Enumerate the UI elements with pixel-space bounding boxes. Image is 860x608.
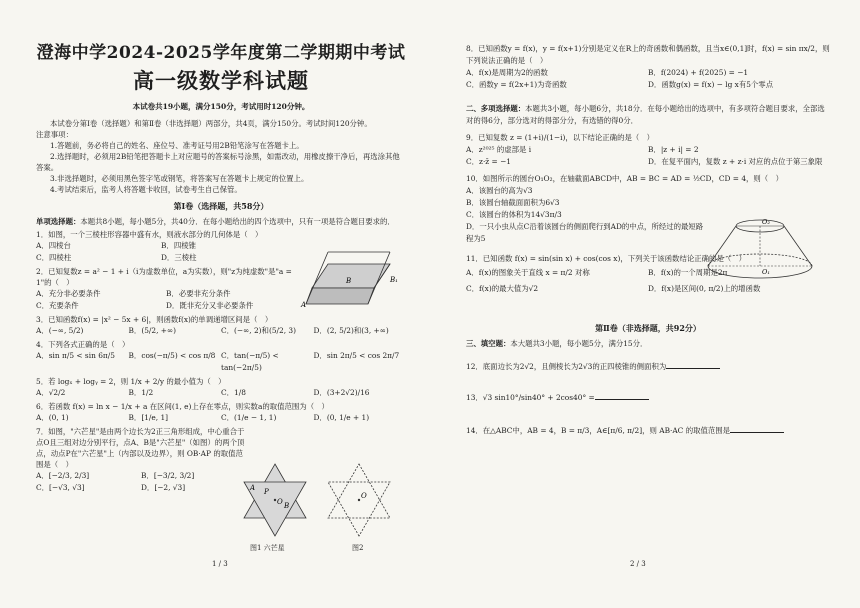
- fill-in-head: 三、填空题：: [466, 339, 511, 348]
- question-2: [36, 266, 296, 312]
- star-figure-1: [238, 460, 312, 540]
- question-stem: 10．如图所示的圆台O₁O₂，在轴截面ABCD中，AB = BC = AD = ½CD，CD = 4，则（ ）: [466, 174, 783, 183]
- page-number: 2 / 3: [630, 560, 646, 568]
- label-p: P: [264, 488, 269, 496]
- question-14: 14．在△ABC中，AB = 4，B = π/3，A∈[π/6, π/2]，则 AB·AC 的取值范围是: [466, 424, 830, 437]
- label-o: O: [361, 492, 367, 500]
- question-1: [36, 229, 286, 264]
- option-b: B．[−3/2, 3/2]: [141, 471, 195, 480]
- option-d: D．[−2, √3]: [141, 483, 186, 492]
- option-d: D．f(x)是区间(0, π/2)上的增函数: [648, 284, 761, 293]
- option-d: D．函数g(x) = f(x) − lg x有5个零点: [648, 80, 774, 89]
- option-b: B．cos(−π/5) < cos π/8: [128, 351, 216, 360]
- question-stem: 7．如图，"六芒星"是由两个边长为2正三角形组成，中心重合于点O且三组对边分别平行，点A、B是"六芒星"（如图）的两个顶点，动点P在"六芒星"上（内部以及边界），则 OB·AP 的取值范围是（ ）: [36, 427, 245, 469]
- option-c: C．该圆台的体积为14√3π/3: [466, 210, 562, 219]
- note-item: 3.非选择题时，必须用黑色签字笔或钢笔，将答案写在答题卡上规定的位置上。: [50, 174, 309, 183]
- note-item: 2.选择题时，必须用2B铅笔把答题卡上对应题号的答案标号涂黑，如需改动，用橡皮擦干净后，再选涂其他答案。: [36, 152, 400, 172]
- question-5: [36, 376, 406, 399]
- option-c: C．充要条件: [36, 301, 79, 310]
- page-number: 1 / 3: [212, 560, 228, 568]
- fig2-caption: 图2: [352, 544, 364, 552]
- question-9: [466, 132, 830, 168]
- option-a: A．[−2/3, 2/3]: [36, 471, 90, 480]
- option-a: A．充分非必要条件: [36, 289, 101, 298]
- option-a: A．f(x)是周期为2的函数: [466, 68, 548, 77]
- label-a: A: [301, 301, 307, 308]
- answer-blank[interactable]: [666, 360, 720, 369]
- option-c: C．函数y = f(2x+1)为奇函数: [466, 80, 567, 89]
- option-b: B．四棱锥: [161, 241, 196, 250]
- option-c: C．(−∞, 2)和(5/2, 3): [221, 326, 297, 335]
- option-b: B．(5/2, +∞): [128, 326, 177, 335]
- question-3: [36, 314, 406, 337]
- exam-school-title: 澄海中学2024-2025学年度第二学期期中考试: [36, 43, 406, 63]
- question-stem: 2．已知复数z = a² − 1 + i（i为虚数单位，a为实数），则"z为纯虚数"是"a = 1"的（ ）: [36, 267, 292, 287]
- option-b: B．1/2: [128, 388, 154, 397]
- label-b: B: [346, 277, 352, 285]
- option-d: D．一只小虫从点C沿着该圆台的侧面爬行到AD的中点，所经过的最短路程为5: [466, 222, 704, 243]
- fig1-caption: 图1 六芒星: [250, 544, 285, 552]
- exam-subject-title: 高一级数学科试题: [133, 68, 309, 93]
- label-b: B: [284, 502, 290, 510]
- option-d: D．(3+2√2)/16: [313, 388, 370, 397]
- star-figure-2: [322, 460, 396, 540]
- question-13: 13．√3 sin10°/sin40° + 2cos40° =: [466, 391, 830, 404]
- label-o2: O₂: [762, 218, 770, 226]
- option-b: B．该圆台轴截面面积为6√3: [466, 198, 560, 207]
- option-b: B．f(x)的一个周期是2π: [648, 268, 728, 277]
- option-a: A．(−∞, 5/2): [36, 326, 84, 335]
- option-b: B．必要非充分条件: [166, 289, 231, 298]
- question-stem: 9．已知复数 z = (1+i)/(1−i)，以下结论正确的是（ ）: [466, 133, 655, 142]
- option-c: C．1/8: [221, 388, 246, 397]
- question-stem: 5．若 logₓ + logᵧ = 2，则 1/x + 2/y 的最小值为（ ）: [36, 377, 226, 386]
- option-d: D．既非充分又非必要条件: [166, 301, 254, 310]
- note-item: 4.考试结束后，监考人将答题卡收回，试卷考生自己保管。: [50, 185, 242, 194]
- option-b: B．f(2024) + f(2025) = −1: [648, 68, 749, 77]
- option-a: A．四棱台: [36, 241, 71, 250]
- option-a: A．sin π/5 < sin 6π/5: [36, 351, 115, 360]
- option-c: C．[−√3, √3]: [36, 483, 85, 492]
- answer-blank[interactable]: [595, 391, 649, 400]
- option-a: A．该圆台的高为√3: [466, 186, 533, 195]
- single-choice-desc: 本题共8小题，每小题5分，共40分．在每小题给出的四个选项中，只有一项是符合题目要求的．: [80, 217, 395, 226]
- multi-choice-desc: 本题共3小题，每小题6分，共18分．在每小题给出的选项中，有多项符合题目要求，全部选对的得6分，部分选对的得部分分，有选错的得0分．: [466, 104, 825, 125]
- question-stem: 8．已知函数y = f(x)，y = f(x+1)分别是定义在R上的奇函数和偶函数，且当x∈(0,1]时，f(x) = sin πx/2，则下列说法正确的是（ ）: [466, 44, 830, 65]
- answer-blank[interactable]: [730, 424, 784, 433]
- multi-choice-head: 二、多项选择题：: [466, 104, 526, 113]
- option-d: D．三棱柱: [161, 253, 197, 262]
- label-o: O: [277, 498, 283, 506]
- fill-in-desc: 本大题共3小题，每小题5分，满分15分．: [510, 339, 648, 348]
- prism-figure: [300, 246, 400, 308]
- label-a: A: [250, 484, 256, 492]
- option-a: A．z²⁰²⁵ 的虚部是 i: [466, 145, 532, 154]
- question-stem: 3．已知函数f(x) = |x² − 5x + 6|，则函数f(x)的单调递增区间是（ ）: [36, 315, 273, 324]
- question-stem: 6．若函数 f(x) = ln x − 1/x + a 在区间(1, e)上存在零点，则实数a的取值范围为（ ）: [36, 402, 329, 411]
- option-c: C．f(x)的最大值为√2: [466, 284, 539, 293]
- exam-intro: 本试卷分第Ⅰ卷（选择题）和第Ⅱ卷（非选择题）两部分，共4页，满分150分。考试时间120分钟。: [50, 119, 372, 128]
- question-8: [466, 43, 830, 91]
- exam-page-2: [430, 0, 860, 608]
- frustum-figure: [700, 212, 820, 282]
- question-stem: 4．下列各式正确的是（ ）: [36, 340, 130, 349]
- option-a: A．√2/2: [36, 388, 66, 397]
- option-d: D．(0, 1/e + 1): [313, 413, 370, 422]
- label-b1: B₁: [390, 276, 398, 284]
- label-o1: O₁: [762, 268, 770, 276]
- question-7: [36, 426, 246, 494]
- option-b: B．[1/e, 1]: [128, 413, 169, 422]
- option-a: A．f(x)的图象关于直线 x = π/2 对称: [466, 268, 590, 277]
- option-a: A．(0, 1): [36, 413, 69, 422]
- exam-meta: 本试卷共19小题，满分150分，考试用时120分钟。: [132, 102, 310, 111]
- question-12: 12．底面边长为2√2，且侧棱长为2√3的正四棱锥的侧面积为: [466, 360, 830, 373]
- question-4: [36, 339, 406, 374]
- option-d: D．(2, 5/2)和(3, +∞): [313, 326, 389, 335]
- option-c: C．(1/e − 1, 1): [221, 413, 277, 422]
- option-c: C．tan(−π/5) < tan(−2π/5): [221, 351, 279, 372]
- note-item: 1.答题前，务必将自己的姓名、座位号、准考证号用2B铅笔涂写在答题卡上。: [50, 141, 304, 150]
- question-stem: 1．如图，一个三棱柱形容器中盛有水，则液水部分的几何体是（ ）: [36, 230, 263, 239]
- section-1-title: 第Ⅰ卷（选择题，共58分）: [173, 201, 269, 211]
- option-d: D．在复平面内，复数 z + z·i 对应的点位于第三象限: [648, 157, 823, 166]
- option-d: D．sin 2π/5 < cos 2π/7: [313, 351, 400, 360]
- section-2-title: 第Ⅱ卷（非选择题，共92分）: [595, 323, 701, 333]
- question-6: [36, 401, 406, 424]
- option-b: B．|z + i| = 2: [648, 145, 699, 154]
- question-stem: 11．已知函数 f(x) = sin(sin x) + cos(cos x)，下列关于该函数结论正确的是（ ）: [466, 254, 746, 263]
- single-choice-head: 单项选择题：: [36, 217, 81, 226]
- notes-title: 注意事项：: [36, 130, 73, 139]
- option-c: C．z·z̄ = −1: [466, 157, 511, 166]
- option-c: C．四棱柱: [36, 253, 72, 262]
